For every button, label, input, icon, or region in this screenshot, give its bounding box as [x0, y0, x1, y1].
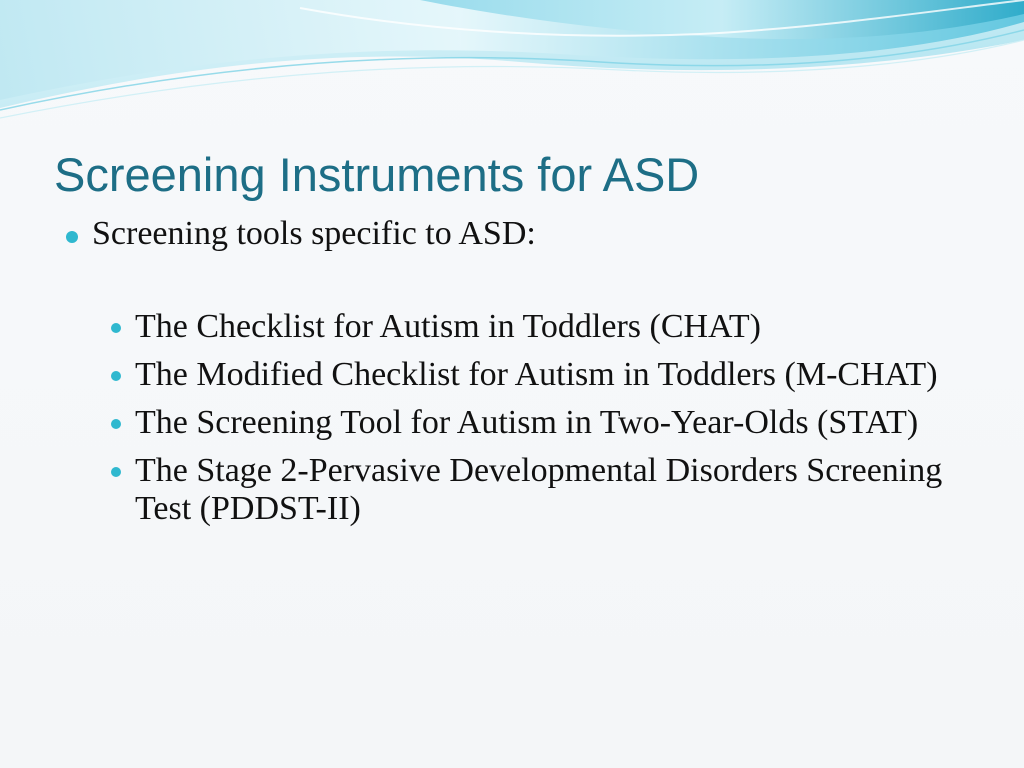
bullet-item	[62, 214, 992, 528]
sub-bullet-text: The Stage 2-Pervasive Developmental Disorders Screening Test (PDDST-II)	[135, 452, 943, 527]
slide-title: Screening Instruments for ASD	[54, 148, 700, 201]
wave-banner-icon	[0, 0, 1024, 130]
bullet-list	[62, 214, 992, 538]
sub-bullet-item	[108, 404, 992, 442]
sub-bullet-item	[108, 308, 992, 346]
bullet-dot-icon	[66, 231, 78, 243]
bullet-dot-icon	[111, 467, 121, 477]
bullet-dot-icon	[111, 323, 121, 333]
bullet-dot-icon	[111, 419, 121, 429]
sub-bullet-text: The Screening Tool for Autism in Two-Year-Olds (STAT)	[135, 404, 919, 441]
sub-bullet-item	[108, 356, 992, 394]
sub-bullet-list	[92, 308, 992, 528]
sub-bullet-text: The Modified Checklist for Autism in Toddlers (M-CHAT)	[135, 356, 938, 393]
sub-bullet-text: The Checklist for Autism in Toddlers (CHAT)	[135, 308, 761, 345]
sub-bullet-item	[108, 452, 992, 528]
bullet-text: Screening tools specific to ASD:	[92, 215, 536, 252]
bullet-dot-icon	[111, 371, 121, 381]
